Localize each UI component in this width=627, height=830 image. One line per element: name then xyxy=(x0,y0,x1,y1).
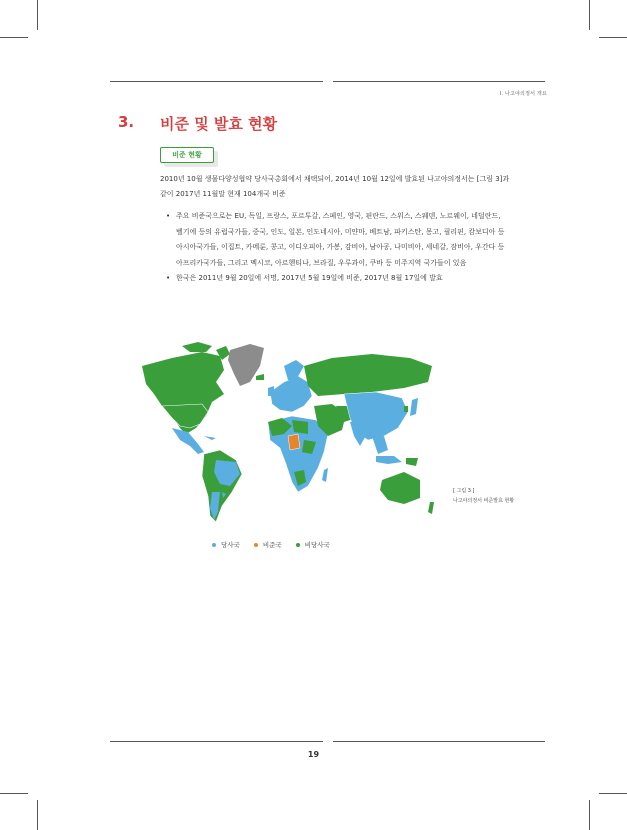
indonesia xyxy=(376,456,402,464)
legend-dot-non-party xyxy=(296,543,300,547)
crop-mark xyxy=(37,800,38,830)
intro-line-2: 같이 2017년 11월말 현재 104개국 비준 xyxy=(160,190,286,198)
crop-mark xyxy=(599,37,627,38)
korea xyxy=(404,406,408,412)
badge-label: 비준 현황 xyxy=(160,147,214,163)
footer-rule-left xyxy=(110,741,323,742)
figure-caption xyxy=(453,486,514,506)
uk xyxy=(268,386,274,396)
crop-mark xyxy=(589,0,590,30)
scandinavia xyxy=(284,360,304,380)
crop-mark xyxy=(0,37,28,38)
page-number: 19 xyxy=(307,750,320,759)
bullet-item xyxy=(166,209,546,271)
bullet-line: 아프리카국가들, 그리고 멕시코, 아르헨티나, 브라질, 우루과이, 쿠바 등 미주지역 국가들이 있음 xyxy=(176,258,467,267)
madagascar xyxy=(322,468,328,482)
bullet-line: 한국은 2011년 9월 20일에 서명, 2017년 5월 19일에 비준, 2017년 8월 17일에 발효 xyxy=(176,274,443,282)
india xyxy=(350,420,368,446)
legend-item-party xyxy=(212,540,240,549)
subsection-badge xyxy=(160,147,214,163)
legend-item-non-party xyxy=(296,540,330,549)
legend-label: 비당사국 xyxy=(304,541,330,549)
papua xyxy=(406,458,418,466)
figure-label: [ 그림 3 ] xyxy=(453,488,475,494)
world-map xyxy=(132,336,442,526)
usa xyxy=(162,404,208,428)
legend-dot-ratified xyxy=(254,543,258,547)
chapter-header: Ⅰ. 나고야의정서 개요 xyxy=(499,91,547,97)
header-rule-left xyxy=(110,81,323,82)
section-number: 3. xyxy=(118,113,135,131)
map-legend xyxy=(212,540,330,549)
europe xyxy=(270,376,312,412)
crop-mark xyxy=(589,800,590,830)
footer-rule-right xyxy=(333,741,545,742)
bullet-list xyxy=(166,209,546,287)
legend-label: 비준국 xyxy=(262,541,282,549)
legend-label: 당사국 xyxy=(221,541,240,549)
bullet-line: 주요 비준국으로는 EU, 독일, 프랑스, 포르투갈, 스페인, 영국, 핀란드, 스위스, 스웨덴, 노르웨이, 네덜란드, xyxy=(176,212,501,220)
iceland xyxy=(256,374,264,380)
crop-mark xyxy=(599,793,627,794)
new-zealand xyxy=(428,502,434,514)
bullet-line: 아시아국가들, 이집트, 카메룬, 콩고, 이디오피아, 가봉, 감비아, 남아공, 나미비아, 세네갈, 잠비아, 우간다 등 xyxy=(176,243,505,251)
bullet-line: 벨기에 등의 유럽국가들, 중국, 인도, 일본, 인도네시아, 미얀마, 베트남, 파키스탄, 몽고, 필리핀, 캄보디아 등 xyxy=(176,227,505,236)
legend-dot-party xyxy=(212,543,216,547)
chad xyxy=(288,434,300,450)
australia xyxy=(380,472,420,504)
cuba xyxy=(204,436,216,440)
libya xyxy=(292,420,308,434)
header-rule-right xyxy=(333,81,545,82)
figure-caption-text: 나고야의정서 비준발효 현황 xyxy=(453,498,515,504)
russia xyxy=(304,354,432,396)
bullet-dot: • xyxy=(166,274,171,282)
crop-mark xyxy=(37,0,38,30)
crop-mark xyxy=(0,793,28,794)
bullet-dot: • xyxy=(166,212,171,220)
intro-line-1: 2010년 10월 생물다양성협약 당사국총회에서 채택되어, 2014년 10월 12일에 발효된 나고야의정서는 [그림 3]과 xyxy=(160,175,510,183)
japan xyxy=(410,398,418,416)
legend-item-ratified xyxy=(254,540,282,549)
southeast-asia xyxy=(372,436,388,454)
bullet-item xyxy=(166,271,546,287)
section-title: 비준 및 발효 현황 xyxy=(160,115,278,133)
